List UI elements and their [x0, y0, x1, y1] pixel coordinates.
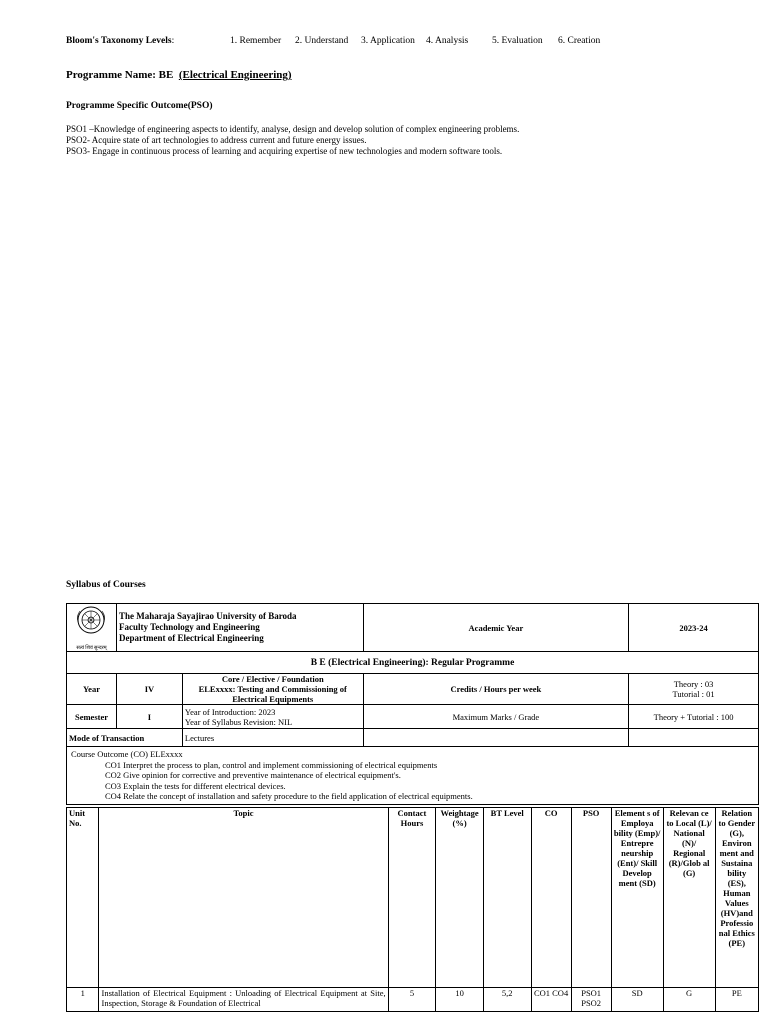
unit-relevance: G — [663, 988, 715, 1012]
mode-value: Lectures — [182, 729, 363, 747]
mode-label: Mode of Transaction — [67, 729, 183, 747]
institution-cell — [116, 604, 363, 652]
year-of-revision: Year of Syllabus Revision: NIL — [184, 716, 293, 727]
pso-item: PSO1 –Knowledge of engineering aspects to identify, analyse, design and develop solution of complex engineering problems. — [66, 124, 520, 134]
pso-item: PSO3- Engage in continuous process of learning and acquiring expertise of new technologies and modern software tools. — [66, 146, 503, 156]
university-seal-icon — [69, 604, 113, 644]
header-elements: Element s of Employa bility (Emp)/ Entrepre neurship (Ent)/ Skill Develop ment (SD) — [611, 808, 663, 988]
header-relation: Relation to Gender (G), Environ ment and Sustaina bility (ES), Human Values (HV)and Professio nal Ethics (PE) — [715, 808, 758, 988]
bloom-level: 4. Analysis — [426, 36, 469, 46]
header-topic: Topic — [99, 808, 388, 988]
unit-pso: PSO1 PSO2 — [571, 988, 611, 1012]
header-pso: PSO — [571, 808, 611, 988]
bloom-label: Bloom's Taxonomy Levels — [66, 36, 172, 46]
header-weightage: Weightage (%) — [436, 808, 484, 988]
unit-topic: Installation of Electrical Equipment : Unloading of Electrical Equipment at Site, Inspection, Storage & Foundation of Electrical — [99, 988, 388, 1012]
department-name: Department of Electrical Engineering — [118, 633, 264, 643]
syllabus-heading: Syllabus of Courses — [66, 580, 146, 590]
unit-relation: PE — [715, 988, 758, 1012]
table-row — [67, 988, 759, 1012]
theory-hours: Theory : 03 — [673, 679, 714, 689]
unit-number: 1 — [67, 988, 99, 1012]
co-heading: Course Outcome (CO) ELExxxx — [71, 749, 183, 759]
header-unit: Unit No. — [67, 808, 99, 988]
unit-weightage: 10 — [436, 988, 484, 1012]
unit-co: CO1 CO4 — [531, 988, 571, 1012]
bloom-level: 5. Evaluation — [492, 36, 543, 46]
university-name: The Maharaja Sayajirao University of Baroda — [118, 611, 297, 621]
pso-item: PSO2- Acquire state of art technologies to address current and future energy issues. — [66, 135, 367, 145]
introduction-cell — [182, 705, 363, 729]
unit-bt-level: 5,2 — [483, 988, 531, 1012]
academic-year-label: Academic Year — [363, 604, 629, 652]
units-table — [66, 807, 759, 1012]
course-title-cell — [182, 674, 363, 705]
programme-label: Programme Name: BE — [66, 69, 174, 81]
course-type: Core / Elective / Foundation — [221, 674, 324, 684]
header-bt-level: BT Level — [483, 808, 531, 988]
semester-value: I — [116, 705, 182, 729]
empty-cell — [629, 729, 759, 747]
year-value: IV — [116, 674, 182, 705]
bloom-level: 1. Remember — [230, 36, 282, 46]
bloom-level: 2. Understand — [295, 36, 349, 46]
semester-label: Semester — [67, 705, 117, 729]
co-item: CO1 Interpret the process to plan, control and implement commissioning of electrical equipments — [105, 759, 438, 770]
course-code-title: ELExxxx: Testing and Commissioning of Electrical Equipments — [198, 684, 347, 704]
header-relevance: Relevan ce to Local (L)/ National (N)/ Regional (R)/Glob al (G) — [663, 808, 715, 988]
unit-elements: SD — [611, 988, 663, 1012]
logo-caption: सत्यं शिवं सुन्दरम् — [76, 646, 107, 651]
max-marks-value: Theory + Tutorial : 100 — [629, 705, 759, 729]
co-item: CO4 Relate the concept of installation and safety procedure to the field application of electrical equipments. — [105, 791, 473, 801]
credits-value-cell — [629, 674, 759, 705]
credits-label: Credits / Hours per week — [363, 674, 629, 705]
bloom-level: 6. Creation — [558, 36, 601, 46]
tutorial-hours: Tutorial : 01 — [672, 689, 715, 699]
university-logo-cell — [67, 604, 117, 652]
co-item: CO3 Explain the tests for different electrical devices. — [105, 780, 286, 791]
co-item: CO2 Give opinion for corrective and preventive maintenance of electrical equipment's. — [105, 770, 401, 780]
programme-name — [66, 69, 292, 81]
header-hours: Contact Hours — [388, 808, 436, 988]
bloom-taxonomy-line: Bloom's Taxonomy Levels: 1. Remember 2. Understand 3. Application 4. Analysis 5. Evaluation 6. Creation — [66, 36, 601, 46]
programme-title: (Electrical Engineering) — [178, 69, 292, 81]
year-label: Year — [67, 674, 117, 705]
academic-year-value: 2023-24 — [629, 604, 759, 652]
course-outcomes — [67, 747, 759, 805]
header-co: CO — [531, 808, 571, 988]
faculty-name: Faculty Technology and Engineering — [118, 622, 260, 632]
bloom-level: 3. Application — [361, 36, 415, 46]
unit-hours: 5 — [388, 988, 436, 1012]
pso-heading: Programme Specific Outcome(PSO) — [66, 101, 213, 111]
max-marks-label: Maximum Marks / Grade — [363, 705, 629, 729]
empty-cell — [363, 729, 629, 747]
course-header-table — [66, 603, 759, 805]
programme-line: B E (Electrical Engineering): Regular Programme — [67, 652, 759, 674]
pso-list — [66, 124, 519, 157]
year-of-introduction: Year of Introduction: 2023 — [184, 706, 276, 717]
